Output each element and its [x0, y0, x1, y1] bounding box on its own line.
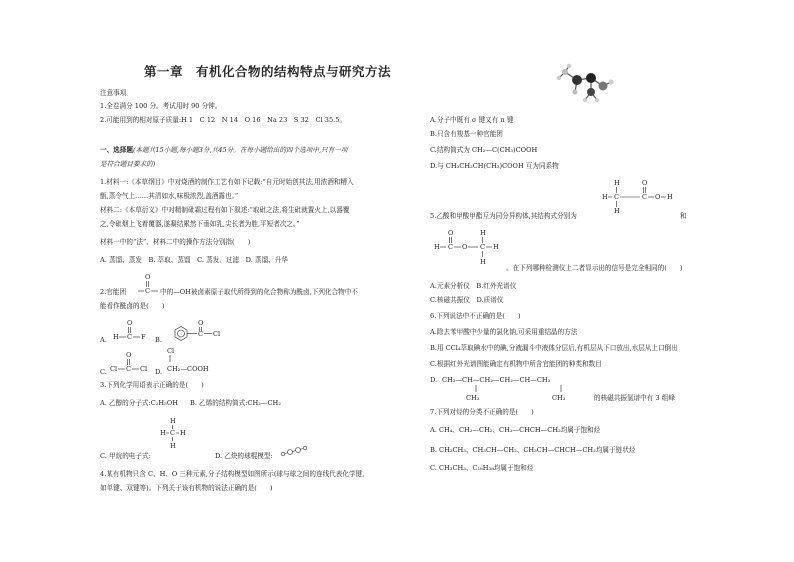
svg-text:O: O: [127, 319, 133, 327]
page-title: 第一章 有机化合物的结构特点与研究方法: [144, 64, 392, 79]
q6-stem: 6.下列说法中不正确的是( ): [430, 312, 521, 320]
svg-text:H: H: [160, 429, 166, 437]
section-heading: [100, 146, 347, 154]
svg-text:O: O: [462, 243, 468, 251]
svg-text:H: H: [667, 193, 673, 201]
svg-text:O: O: [655, 193, 661, 201]
q4-option-b: B.只含有羧基一种官能团: [430, 130, 503, 138]
q3-option-c: C. 甲烷的电子式:: [100, 452, 151, 460]
q3-stem: 3.下列化学用语表示正确的是( ): [100, 381, 204, 389]
molecule-model-image: [555, 62, 615, 106]
q3-option-b: B. 乙烯的结构简式:CH₂—CH₂: [190, 399, 281, 407]
svg-text:Cl: Cl: [213, 330, 221, 338]
svg-text:H: H: [480, 258, 486, 266]
svg-text:O: O: [448, 229, 454, 237]
svg-text:O: O: [642, 179, 648, 187]
svg-text:C: C: [642, 193, 648, 201]
q4-option-c: C.结构简式为 CH₂—C(CH₃)COOH: [430, 146, 538, 154]
q4-line2: 如单键、双键等)。下列关于该有机物的说法正确的是( ): [100, 484, 273, 492]
svg-text:C: C: [170, 429, 176, 437]
svg-text:Cl: Cl: [140, 365, 148, 373]
methyl-formate-structure: [432, 228, 502, 272]
svg-text:O: O: [126, 351, 132, 359]
q2-option-c-label: C.: [100, 368, 107, 376]
note-2: 2.可能用到的相对原子质量:H 1 C 12 N 14 O 16 Na 23 S 32 Cl 35.5。: [100, 116, 347, 124]
q5-and: 和: [680, 212, 687, 220]
q2-option-c-structure: [110, 350, 163, 376]
q6-option-d-text: 的核磁共振氢谱中有 3 组峰: [594, 394, 675, 402]
q2-option-d-structure: [165, 346, 225, 374]
q1-options: A. 蒸馏、蒸发 B. 萃取、蒸馏 C. 蒸发、过滤 D. 蒸馏、升华: [100, 256, 288, 264]
q6-option-d-chain: CH₃—CH—CH₂—CH₂—CH—CH₃: [442, 376, 551, 384]
q2-option-b-structure: [165, 316, 235, 344]
svg-text:H: H: [170, 417, 176, 425]
q3-option-a: A. 乙醇的分子式:C₂H₅OH: [100, 399, 178, 407]
svg-text:CH₂—COOH: CH₂—COOH: [167, 365, 209, 373]
q5-line2: 。在下列哪种检测仪上二者显示出的信号是完全相同的( ): [506, 264, 683, 272]
svg-text:Cl: Cl: [110, 365, 118, 373]
q2-stem: 能看作酰卤的是( ): [100, 302, 165, 310]
q5-option-cd: C.核磁共振仪 D.质谱仪: [430, 296, 504, 304]
svg-text:C: C: [126, 365, 132, 373]
q7-stem: 7.下列对烃的分类不正确的是( ): [430, 408, 534, 416]
q2-line1: 中的—OH被卤素原子取代所得到的化合物称为酰卤,下列化合物中不: [160, 288, 358, 296]
svg-text:O: O: [198, 319, 204, 327]
section-heading-bold: 一、选择题: [100, 146, 133, 154]
q6-option-d-sub2: CH₃: [552, 394, 566, 402]
svg-text:C: C: [198, 330, 204, 338]
q6-branch-bonds: [442, 384, 602, 394]
svg-text:H: H: [480, 229, 486, 237]
acetic-acid-structure: [602, 178, 680, 220]
q7-option-a: A. CH₄、CH₂—CH₂、CH₂—CHCH—CH₂均属于饱和烃: [430, 426, 601, 434]
q4-option-a: A.分子中既有 σ 键又有 π 键: [430, 116, 514, 124]
section-heading-line2: 是符合题目要求的): [100, 160, 156, 168]
q1-line3: 材料二:《本草衍义》中对精制砒霜过程有如下叙述:“取砒之法,将生砒就置火上,以器覆: [100, 206, 350, 214]
fg-C: C: [145, 287, 151, 295]
q6-option-c: C.根据红外光谱图能确定有机物中所含官能团的种类和数目: [430, 360, 602, 368]
acetylene-ball-stick-model: [280, 444, 310, 458]
q1-stem: 材料一中的“法”、材料二中的操作方法分别指( ): [100, 238, 251, 246]
q2-option-d-label: D.: [155, 368, 163, 376]
svg-text:C: C: [448, 243, 454, 251]
q3-option-d: D. 乙炔的球棍模型:: [215, 452, 273, 460]
q1-line4: 之,令砒烟上飞着覆器,遂凝结累然下垂如乳,尖长者为胜,平短者次之。”: [100, 220, 300, 228]
note-1: 1.全卷满分 100 分。考试用时 90 分钟。: [100, 102, 222, 110]
q2-option-a-structure: [110, 318, 160, 342]
q5-option-ab: A.元素分析仪 B.红外光谱仪: [430, 282, 517, 290]
svg-text:F: F: [141, 333, 146, 341]
svg-text:H: H: [614, 179, 620, 187]
fg-O: O: [145, 273, 151, 281]
methane-structure: [160, 416, 190, 452]
svg-text:Cl: Cl: [167, 347, 175, 355]
svg-text:H: H: [602, 193, 608, 201]
svg-text:C: C: [614, 193, 620, 201]
q5-line1: 5.乙酸和甲酸甲酯互为同分异构体,其结构式分别为: [430, 212, 577, 220]
q4-line1: 4.某有机物只含 C、H、O 三种元素,分子结构模型如图所示(球与球之间的连线代表化学键,: [100, 470, 365, 478]
q2-option-b-label: B.: [155, 336, 162, 344]
svg-text:H: H: [113, 333, 119, 341]
svg-text:C: C: [480, 243, 486, 251]
q2-prefix: 2.官能团: [100, 288, 127, 296]
section-heading-rest: (本题共15小题,每小题3分,共45分。在每小题给出的四个选项中,只有一项: [132, 146, 348, 154]
q6-option-a: A.除去苯甲酸中少量的氯化钠,可采用重结晶的方法: [430, 328, 578, 336]
q1-line1: 1.材料一:《本草纲目》中对烧酒的制作工艺有如下记载:“自元时始创其法,用浓酒和糟入: [100, 178, 354, 186]
svg-text:H: H: [170, 442, 176, 450]
svg-text:H: H: [614, 207, 620, 215]
svg-text:C: C: [127, 333, 133, 341]
q2-option-a-label: A.: [100, 336, 107, 344]
q6-option-b: B.用 CCl₄萃取碘水中的碘,分液漏斗中液体分层后,有机层从下口放出,水层从上口倒出: [430, 344, 678, 352]
q6-option-d-label: D.: [430, 376, 438, 384]
svg-text:H: H: [493, 243, 499, 251]
svg-text:H: H: [180, 429, 186, 437]
q6-option-d-sub1: CH₃: [466, 394, 480, 402]
q7-option-b: B. CH₃CH₃、CH₃CH—CH₂、CH₃CH—CHCH—CH₂均属于链状烃: [430, 446, 636, 454]
q1-line2: 甑,蒸令气上……其清如水,味极浓烈,盖酒露也。”: [100, 192, 239, 200]
svg-text:H: H: [434, 243, 440, 251]
q7-option-c: C. CH₃CH₃、C₁₈H₃₈均属于饱和烃: [430, 464, 534, 472]
notes-heading: 注意事项: [100, 89, 127, 97]
q4-option-d: D.与 CH₃CH₂CH(CH₃)COOH 互为同系物: [430, 162, 559, 170]
